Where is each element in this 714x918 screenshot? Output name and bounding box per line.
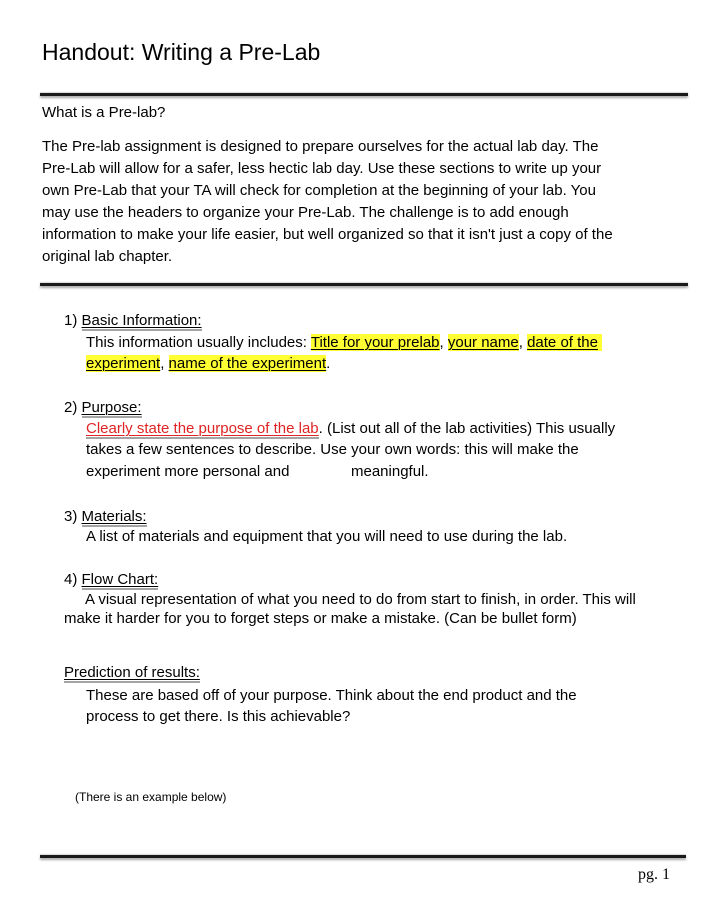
page-number: pg. 1 <box>638 866 670 883</box>
highlight-title: Title for your prelab <box>310 334 440 351</box>
basic-info-heading: Basic Information: <box>81 312 202 329</box>
purpose-line-1-rest: . (List out all of the lab activities) This usually <box>318 420 616 437</box>
section-number: 3) <box>64 508 78 525</box>
prediction-line-2: process to get there. Is this achievable? <box>86 708 351 725</box>
intro-line: Pre-Lab will allow for a safer, less hectic lab day. Use these sections to write up your <box>42 160 602 177</box>
section-number: 2) <box>64 399 78 416</box>
highlight-experiment: experiment <box>86 355 161 372</box>
page-title: Handout: Writing a Pre-Lab <box>42 39 321 65</box>
basic-info-line-1 <box>86 332 602 353</box>
purpose-line-1 <box>86 418 615 439</box>
materials-heading: Materials: <box>81 508 147 525</box>
materials-header <box>64 506 147 527</box>
prediction-line-1: These are based off of your purpose. Think about the end product and the <box>86 687 577 704</box>
highlight-date: date of the <box>527 334 598 351</box>
basic-info-lead: This information usually includes: <box>86 334 311 351</box>
intro-line: may use the headers to organize your Pre-Lab. The challenge is to add enough <box>42 204 569 221</box>
materials-line-1: A list of materials and equipment that you will need to use during the lab. <box>86 528 568 545</box>
intro-line: information to make your life easier, but well organized so that it isn't just a copy of the <box>42 226 613 243</box>
separator: , <box>160 355 169 372</box>
separator: , <box>439 334 448 351</box>
highlight-name: your name <box>447 334 519 351</box>
period: . <box>326 355 331 372</box>
purpose-line-3a: experiment more personal and <box>86 463 290 480</box>
section-number: 1) <box>64 312 78 329</box>
section-number: 4) <box>64 571 78 588</box>
highlight-pad <box>598 334 602 351</box>
flow-chart-line-1: A visual representation of what you need to do from start to finish, in order. This will <box>85 591 636 608</box>
divider-top <box>40 93 688 96</box>
basic-info-header <box>64 310 202 331</box>
divider-middle <box>40 283 688 286</box>
highlight-experiment-name: name of the experiment <box>168 355 327 372</box>
purpose-line-3b: meaningful. <box>351 463 429 480</box>
intro-line: original lab chapter. <box>42 248 173 265</box>
flow-chart-header <box>64 569 158 590</box>
purpose-header <box>64 397 142 418</box>
intro-line: The Pre-lab assignment is designed to prepare ourselves for the actual lab day. The <box>42 138 599 155</box>
example-note: (There is an example below) <box>75 790 227 804</box>
divider-bottom <box>40 855 686 858</box>
purpose-line-2: takes a few sentences to describe. Use your own words: this will make the <box>86 441 579 458</box>
intro-line: own Pre-Lab that your TA will check for completion at the beginning of your lab. You <box>42 182 596 199</box>
prediction-header <box>64 662 200 683</box>
flow-chart-heading: Flow Chart: <box>81 571 159 588</box>
separator: , <box>518 334 528 351</box>
flow-chart-line-2: make it harder for you to forget steps or make a mistake. (Can be bullet form) <box>64 610 577 627</box>
intro-paragraph <box>42 136 682 268</box>
purpose-heading: Purpose: <box>81 399 142 416</box>
section-question: What is a Pre-lab? <box>42 104 166 121</box>
purpose-red-text: Clearly state the purpose of the lab <box>86 420 319 437</box>
basic-info-line-2 <box>86 353 330 374</box>
prediction-heading: Prediction of results: <box>64 664 200 681</box>
